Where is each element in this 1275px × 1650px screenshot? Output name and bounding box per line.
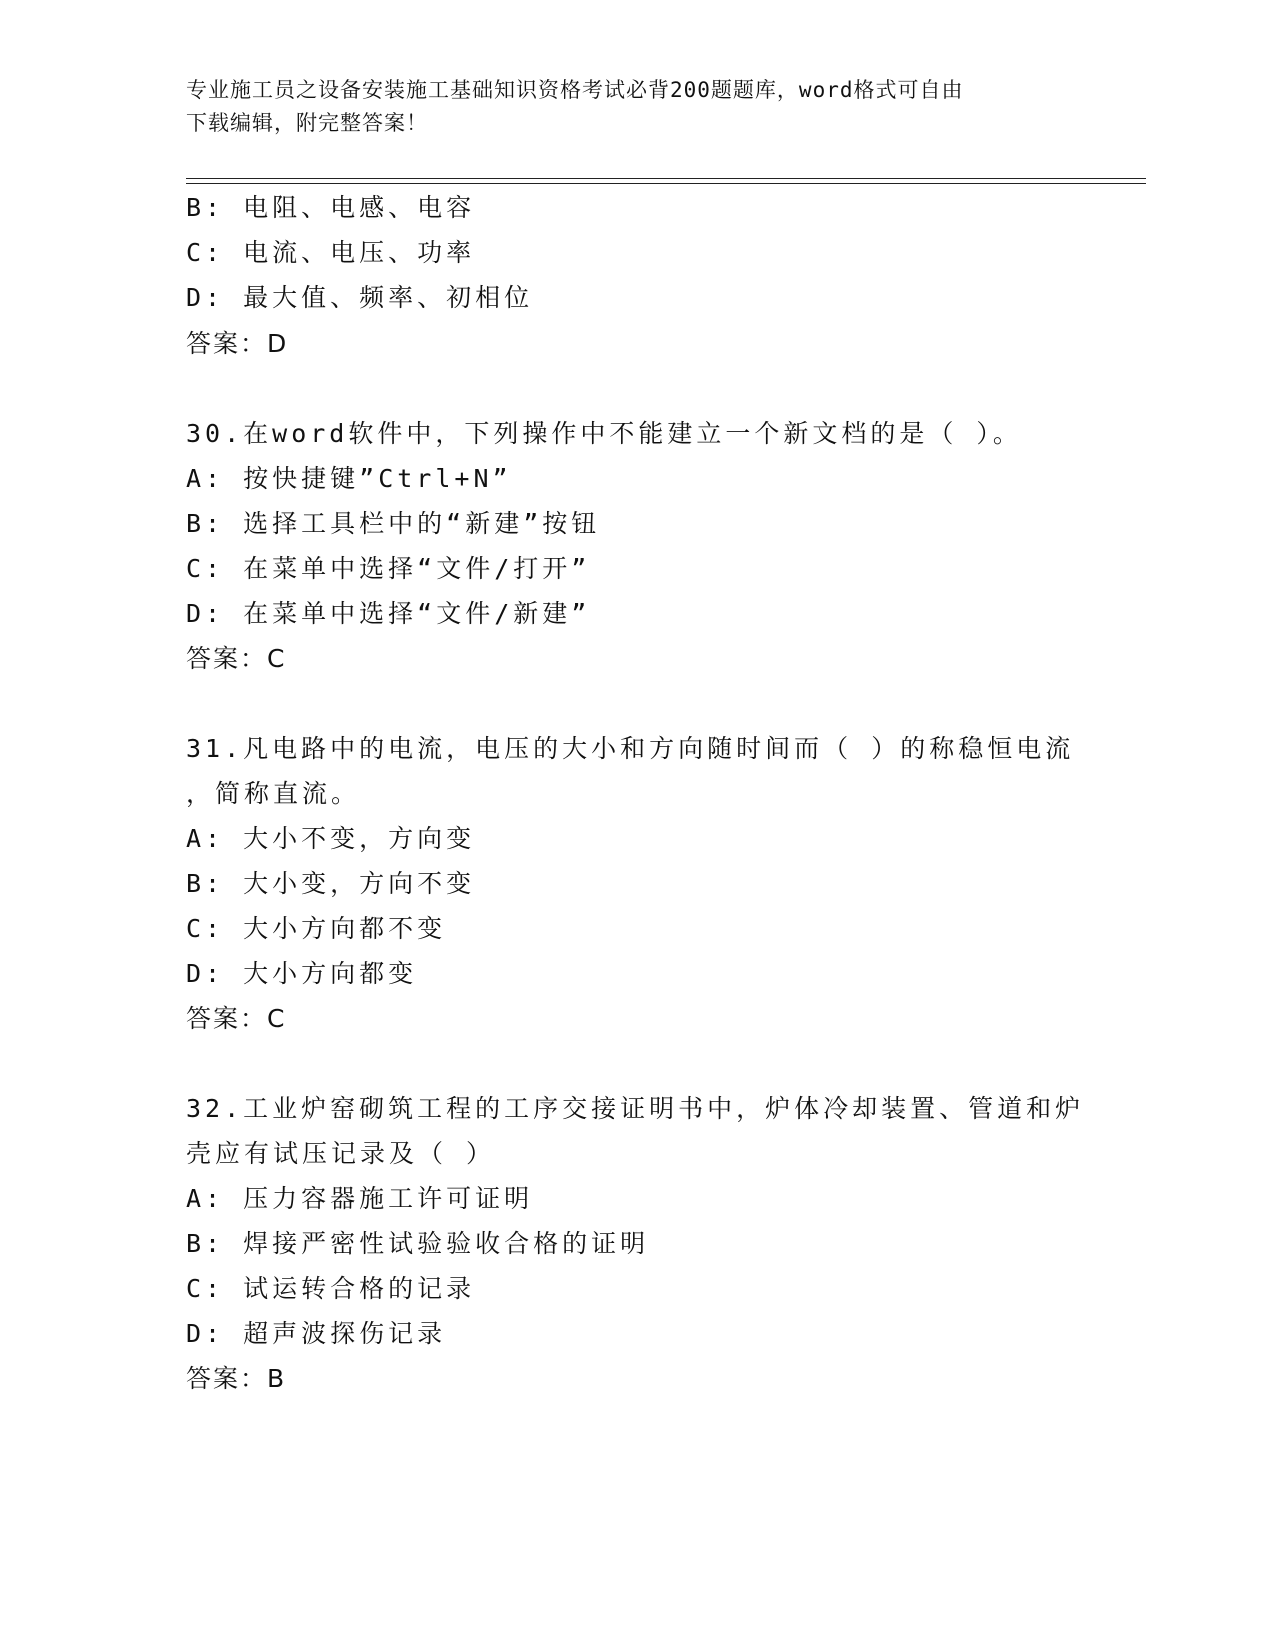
header-line-1: 专业施工员之设备安装施工基础知识资格考试必背200题题库，word格式可自由 [186, 78, 964, 102]
header-divider-bottom [186, 183, 1146, 184]
q31-stem-line-2: ，简称直流。 [186, 779, 361, 808]
prev-option-d: D: 最大值、频率、初相位 [186, 283, 534, 312]
q32-option-c: C: 试运转合格的记录 [186, 1274, 476, 1303]
q30-option-c: C: 在菜单中选择“文件/打开” [186, 554, 591, 583]
q30-stem: 30.在word软件中，下列操作中不能建立一个新文档的是（ ）。 [186, 419, 1022, 448]
q32-option-a: A: 压力容器施工许可证明 [186, 1184, 534, 1213]
header-divider-top [186, 178, 1146, 179]
q31-option-d: D: 大小方向都变 [186, 959, 418, 988]
prev-option-c: C: 电流、电压、功率 [186, 238, 476, 267]
prev-option-b: B: 电阻、电感、电容 [186, 193, 476, 222]
q31-answer: 答案：C [186, 1004, 287, 1033]
q31-option-a: A: 大小不变，方向变 [186, 824, 476, 853]
q30-option-d: D: 在菜单中选择“文件/新建” [186, 599, 591, 628]
header-line-2: 下载编辑，附完整答案！ [186, 111, 428, 135]
q31-stem-line-1: 31.凡电路中的电流，电压的大小和方向随时间而（ ）的称稳恒电流 [186, 734, 1075, 763]
q32-option-d: D: 超声波探伤记录 [186, 1319, 447, 1348]
q32-stem-line-2: 壳应有试压记录及（ ） [186, 1139, 496, 1168]
q31-option-c: C: 大小方向都不变 [186, 914, 447, 943]
q30-option-b: B: 选择工具栏中的“新建”按钮 [186, 509, 601, 538]
q32-option-b: B: 焊接严密性试验验收合格的证明 [186, 1229, 650, 1258]
q32-stem-line-1: 32.工业炉窑砌筑工程的工序交接证明书中，炉体冷却装置、管道和炉 [186, 1094, 1085, 1123]
document-header [186, 74, 1066, 140]
prev-answer: 答案：D [186, 329, 289, 358]
q31-option-b: B: 大小变，方向不变 [186, 869, 476, 898]
q30-answer: 答案：C [186, 644, 287, 673]
q30-option-a: A: 按快捷键”Ctrl+N” [186, 464, 512, 493]
q32-answer: 答案：B [186, 1364, 287, 1393]
